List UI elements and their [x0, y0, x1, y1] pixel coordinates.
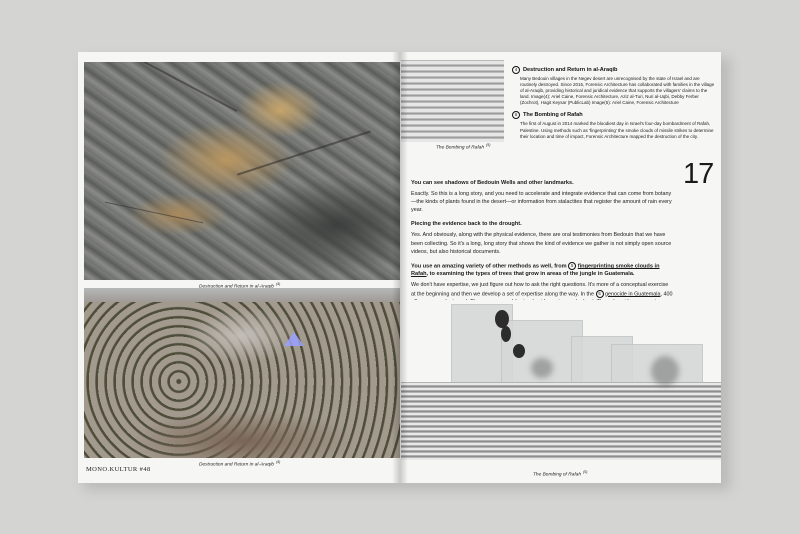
note-text: The first of August in 2014 marked the bloodiest day in Israel's four-day bombardment of Rafah, Palestine. Using methods such as 'fingerprinting' the smoke clouds of missile strikes to determine their location and time of impact, Forensic Architecture mapped the destruction of the city.	[520, 121, 714, 139]
note-title: 5 The Bombing of Rafah	[512, 111, 717, 119]
drone-photo-desert	[84, 288, 400, 458]
caption-top-left: (4)	[275, 282, 281, 286]
question: You can see shadows of Bedouin Wells and other landmarks.	[411, 180, 574, 186]
answer: We don't have expertise, we just figure out how to ask the right questions. It's more of a conceptual exercise at the beginning and then we develop a set of expertise along the way. In the 6 genocide in Guatemala, 400	[411, 282, 673, 297]
question: You use an amazing variety of other methods as well, from 5 fingerprinting smoke clouds in Rafah, to examining the types of trees that grow in areas of the jungle in Guatemala.	[411, 262, 660, 278]
aerial-photo-al-araqib	[84, 62, 400, 280]
caption-top-right: The Bombing of Rafah$^{(5)}$	[436, 143, 491, 151]
smoke-cloud	[513, 344, 525, 358]
caption-bottom-left: Destruction and Return in al-Araqib$^{(4)}$	[199, 460, 281, 468]
link-genocide-guatemala[interactable]: genocide in Guatemala	[605, 290, 661, 297]
page-number: 17	[683, 158, 714, 190]
note-number: 4	[512, 66, 520, 74]
caption-bottom-right: The Bombing of Rafah$^{(5)}$	[533, 470, 588, 478]
magazine-footer: MONO.KULTUR #48	[86, 466, 151, 473]
article-body	[411, 179, 673, 312]
sky	[84, 288, 400, 302]
rafah-city-thumbnail	[401, 60, 504, 142]
drone-marker	[284, 332, 304, 346]
footnotes	[512, 66, 717, 145]
question: Piecing the evidence back to the drought.	[411, 221, 522, 228]
note-text: Many Bedouin villages in the Negev desert are unrecognised by the state of Israel and are routinely destroyed. Since 2015, Forensic Architecture has collaborated with families in the village of al-Araqib, providing historical and juridical evidence that supports the villagers' claims to the land. Image(4): Ariel Caine, Forensic Architecture, Aziz al-Turi, Nuri al-Uqbi, Debby Ferber (Zochrot), Hagit Keysar (PublicLab) Image(5): Ariel Caine, Forensic Architecture	[520, 76, 715, 106]
answer: Yes. And obviously, along with the physical evidence, there are oral testimonies from Bedouin that we have been collecting. So it's a long, long story that shows the kind of evidence we gather is not simply open source videos, but also historical documents.	[411, 232, 672, 255]
smoke-haze	[651, 356, 679, 386]
link-fingerprinting[interactable]: fingerprinting smoke clouds in Rafah	[411, 263, 660, 278]
smoke-haze	[531, 358, 553, 378]
reference-number: 6	[596, 290, 604, 298]
smoke-cloud	[501, 326, 511, 342]
answer: Exactly. So this is a long story, and you need to accelerate and integrate evidence that can come from botany—the kinds of plants found in the desert—or information from stalactites that register the amount of rain every year.	[411, 191, 672, 214]
spine-gutter	[392, 52, 408, 483]
city-aerial	[401, 382, 721, 460]
reference-number: 5	[568, 262, 576, 270]
note-number: 5	[512, 111, 520, 119]
note-title: 4 Destruction and Return in al-Araqib	[512, 66, 717, 74]
rafah-smoke-composite	[401, 300, 721, 460]
